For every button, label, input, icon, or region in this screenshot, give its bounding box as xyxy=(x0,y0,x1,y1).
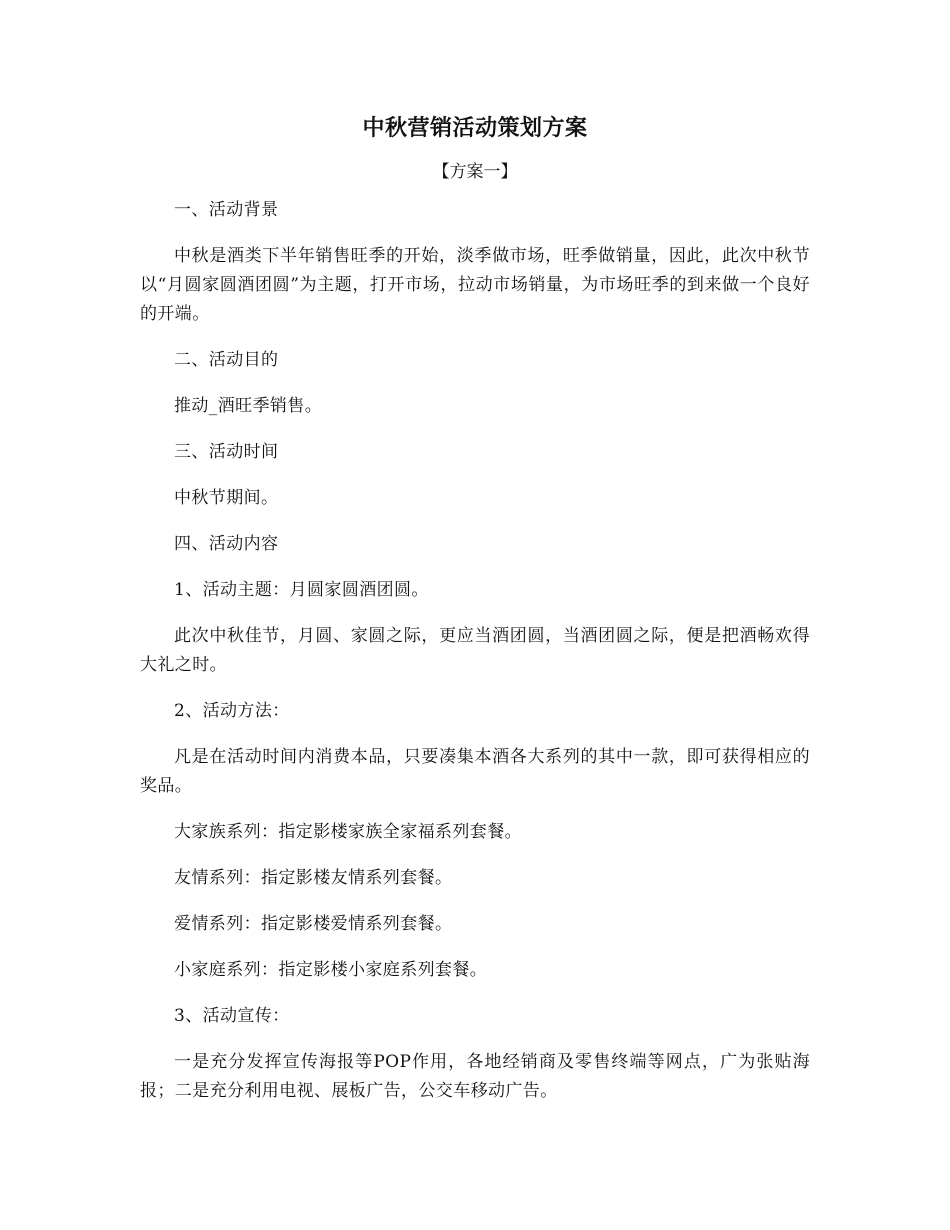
subheading-method: 2、活动方法： xyxy=(174,701,290,721)
section-heading-purpose: 二、活动目的 xyxy=(174,350,279,370)
paragraph-theme: 此次中秋佳节，月圆、家圆之际，更应当酒团圆，当酒团圆之际，便是把酒畅欢得大礼之时。 xyxy=(140,626,810,675)
subheading-theme: 1、活动主题：月圆家圆酒团圆。 xyxy=(174,580,429,600)
list-item-small-family-series: 小家庭系列：指定影楼小家庭系列套餐。 xyxy=(174,960,488,980)
paragraph-purpose: 推动_酒旺季销售。 xyxy=(174,396,323,416)
section-heading-time: 三、活动时间 xyxy=(174,442,279,462)
paragraph-time: 中秋节期间。 xyxy=(174,488,279,508)
list-item-friendship-series: 友情系列：指定影楼友情系列套餐。 xyxy=(174,868,453,888)
subheading-promotion: 3、活动宣传： xyxy=(174,1006,290,1026)
paragraph-background: 中秋是酒类下半年销售旺季的开始，淡季做市场，旺季做销量，因此，此次中秋节以“月圆家圆酒团圆”为主题，打开市场，拉动市场销量，为市场旺季的到来做一个良好的开端。 xyxy=(140,246,810,324)
paragraph-promotion: 一是充分发挥宣传海报等POP作用，各地经销商及零售终端等网点，广为张贴海报；二是充分利用电视、展板广告，公交车移动广告。 xyxy=(140,1052,810,1101)
list-item-family-series: 大家族系列：指定影楼家族全家福系列套餐。 xyxy=(174,822,522,842)
section-heading-content: 四、活动内容 xyxy=(174,534,279,554)
document-title: 中秋营销活动策划方案 xyxy=(362,115,588,141)
list-item-love-series: 爱情系列：指定影楼爱情系列套餐。 xyxy=(174,914,453,934)
document-body xyxy=(140,196,810,1123)
document-subtitle: 【方案一】 xyxy=(432,162,518,182)
section-heading-background: 一、活动背景 xyxy=(174,200,279,220)
paragraph-method: 凡是在活动时间内消费本品，只要凑集本酒各大系列的其中一款，即可获得相应的奖品。 xyxy=(140,747,810,796)
